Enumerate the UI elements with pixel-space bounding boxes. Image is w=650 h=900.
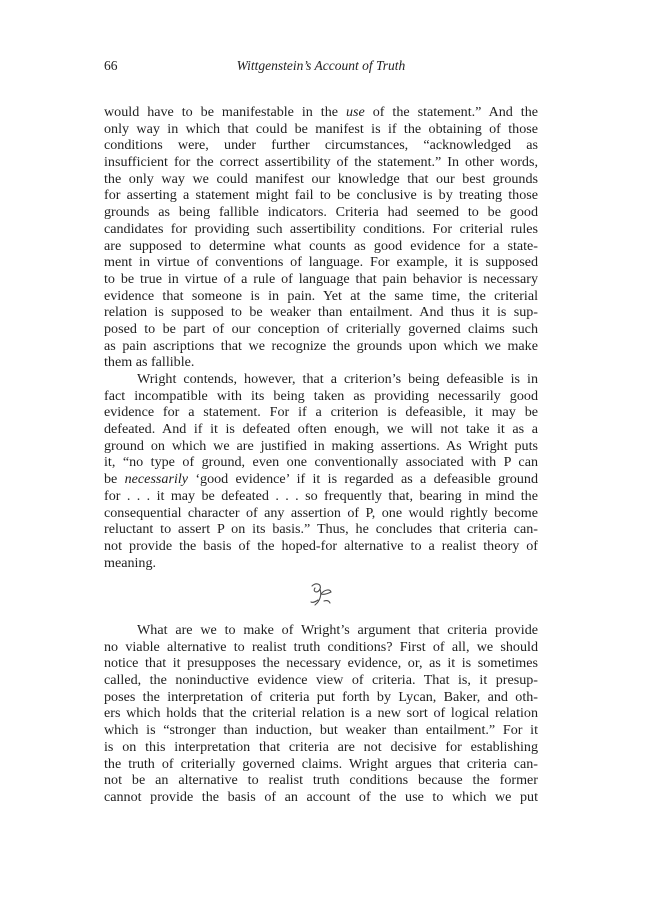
text-line: no viable alternative to realist truth conditions? First of all, we should xyxy=(104,638,538,655)
text-line: reluctant to assert P on its basis.” Thus, he concludes that criteria can- xyxy=(104,521,538,538)
text-line: the only way we could manifest our knowledge that our best grounds xyxy=(104,170,538,187)
text-line: not provide the basis of the hoped-for alternative to a realist theory of xyxy=(104,537,538,554)
text-line: would have to be manifestable in the use of the statement.” And the xyxy=(104,104,539,120)
fleuron-icon xyxy=(300,579,340,609)
text-line: candidates for providing such assertibility conditions. For criterial rules xyxy=(104,220,538,237)
text-line: consequential character of any assertion of P, one would rightly become xyxy=(104,504,538,521)
text-line: as pain ascriptions that we recognize the grounds upon which we make xyxy=(104,337,538,354)
text-line: conditions were, under further circumstances, “acknowledged as xyxy=(104,137,538,154)
text-line: evidence for a statement. For if a criterion is defeasible, it may be xyxy=(104,404,538,421)
text-line: grounds as being fallible indicators. Criteria had seemed to be good xyxy=(104,204,538,221)
text-line: insufficient for the correct assertibility of the statement.” In other words, xyxy=(104,154,538,171)
text-line: ers which holds that the criterial relation is a new sort of logical relation xyxy=(104,705,538,722)
text-line: relation is supposed to be weaker than entailment. And thus it is sup- xyxy=(104,304,538,321)
text-line: is on this interpretation that criteria are not decisive for establishing xyxy=(104,738,538,755)
text-line: Wright contends, however, that a criterion’s being defeasible is in xyxy=(137,371,538,387)
text-line: meaning. xyxy=(104,554,157,571)
text-line: What are we to make of Wright’s argument that criteria provide xyxy=(137,622,538,638)
text-line: posed to be part of our conception of criterially governed claims such xyxy=(104,320,538,337)
text-line: be necessarily ‘good evidence’ if it is regarded as a defeasible ground xyxy=(104,471,538,488)
text-line: the truth of criterially governed claims. Wright argues that criteria can- xyxy=(104,755,538,772)
text-line: it, “no type of ground, even one conventionally associated with P can xyxy=(104,454,538,471)
text-line: for . . . it may be defeated . . . so frequently that, bearing in mind the xyxy=(104,487,538,504)
text-line: called, the noninductive evidence view of criteria. That is, it presup- xyxy=(104,672,538,689)
body-text-section-2 xyxy=(104,622,538,806)
text-line: only way in which that could be manifest is if the obtaining of those xyxy=(104,120,538,137)
text-line: them as fallible. xyxy=(104,354,195,371)
body-text-section-1 xyxy=(104,104,538,571)
text-line: fact incompatible with its being taken as providing necessarily good xyxy=(104,387,538,404)
text-line: for asserting a statement might fail to be conclusive is by treating those xyxy=(104,187,538,204)
text-line: not be an alternative to realist truth conditions because the former xyxy=(104,772,538,789)
page-number: 66 xyxy=(104,58,118,73)
text-line: defeated. And if it is defeated often enough, we will not take it as a xyxy=(104,421,538,438)
text-line: which is “stronger than induction, but weaker than entailment.” For it xyxy=(104,722,538,739)
text-line: are supposed to determine what counts as good evidence for a state- xyxy=(104,237,538,254)
text-line: ment in virtue of conventions of language. For example, it is supposed xyxy=(104,254,538,271)
text-line: poses the interpretation of criteria put forth by Lycan, Baker, and oth- xyxy=(104,688,538,705)
running-head xyxy=(104,58,538,74)
text-line: ground on which we are justified in making assertions. As Wright puts xyxy=(104,437,538,454)
text-line: cannot provide the basis of an account of the use to which we put xyxy=(104,788,538,805)
text-line: notice that it presupposes the necessary evidence, or, as it is sometimes xyxy=(104,655,538,672)
running-title: Wittgenstein’s Account of Truth xyxy=(236,58,406,73)
text-line: evidence that someone is in pain. Yet at the same time, the criterial xyxy=(104,287,538,304)
text-line: to be true in virtue of a rule of language that pain behavior is necessary xyxy=(104,270,538,287)
